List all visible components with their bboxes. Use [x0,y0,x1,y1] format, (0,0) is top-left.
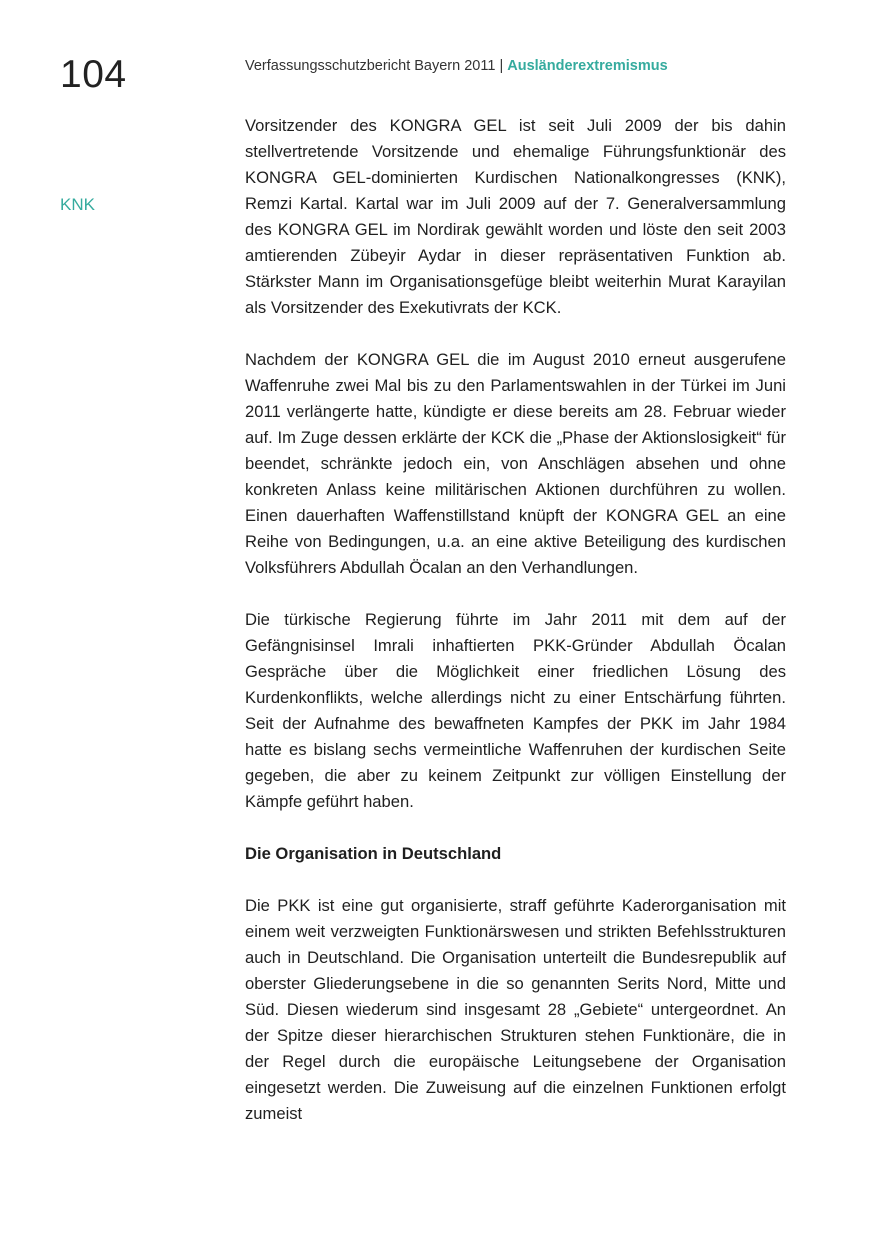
paragraph-1: Vorsitzender des KONGRA GEL ist seit Juli 2009 der bis dahin stellvertretende Vorsitzende und ehemalige Führungsfunktionär des KONGRA GEL-dominierten Kurdischen Nationalkongresses (KNK), Remzi Kartal. Kartal war im Juli 2009 auf der 7. Generalversammlung des KONGRA GEL im Nordirak gewählt worden und löste den seit 2003 amtierenden Zübeyir Aydar in dieser repräsentativen Funktion ab. Stärkster Mann im Organisationsgefüge bleibt weiterhin Murat Karayilan als Vorsitzender des Exekutivrats der KCK. [245,116,786,317]
section-heading: Die Organisation in Deutschland [245,844,502,863]
margin-note: KNK [60,195,95,214]
report-title: Verfassungsschutzbericht Bayern 2011 [245,58,496,74]
running-header [245,57,668,75]
header-separator: | [499,58,504,74]
paragraph-3: Die türkische Regierung führte im Jahr 2011 mit dem auf der Gefängnisinsel Imrali inhaftierten PKK-Gründer Abdullah Öcalan Gespräche über die Möglichkeit einer friedlichen Lösung des Kurdenkonflikts, welche allerdings nicht zu einer Entschärfung führten. Seit der Aufnahme des bewaffneten Kampfes der PKK im Jahr 1984 hatte es bislang sechs vermeintliche Waffenruhen der kurdischen Seite gegeben, die aber zu keinem Zeitpunkt zur völligen Einstellung der Kämpfe geführt haben. [245,610,786,811]
paragraph-4: Die PKK ist eine gut organisierte, straff geführte Kaderorganisation mit einem weit verzweigten Funktionärswesen und strikten Befehlsstrukturen auch in Deutschland. Die Organisation unterteilt die Bundesrepublik auf oberster Gliederungsebene in die so genannten Serits Nord, Mitte und Süd. Diesen wiederum sind insgesamt 28 „Gebiete“ untergeordnet. An der Spitze dieser hierarchischen Strukturen stehen Funktionäre, die in der Regel durch die europäische Leitungsebene der Organisation eingesetzt werden. Die Zuweisung auf die einzelnen Funktionen erfolgt zumeist [245,896,786,1123]
body-text [245,113,786,1127]
section-title: Ausländerextremismus [507,58,668,74]
paragraph-2: Nachdem der KONGRA GEL die im August 2010 erneut ausgerufene Waffenruhe zwei Mal bis zu den Parlamentswahlen in der Türkei im Juni 2011 verlängerte hatte, kündigte er diese bereits am 28. Februar wieder auf. Im Zuge dessen erklärte der KCK die „Phase der Aktionslosigkeit“ für beendet, schränkte jedoch ein, von Anschlägen absehen und ohne konkreten Anlass keine militärischen Aktionen durchführen zu wollen. Einen dauerhaften Waffenstillstand knüpft der KONGRA GEL an eine Reihe von Bedingungen, u.a. an eine aktive Beteiligung des kurdischen Volksführers Abdullah Öcalan an den Verhandlungen. [245,350,786,577]
page-number: 104 [60,53,127,96]
